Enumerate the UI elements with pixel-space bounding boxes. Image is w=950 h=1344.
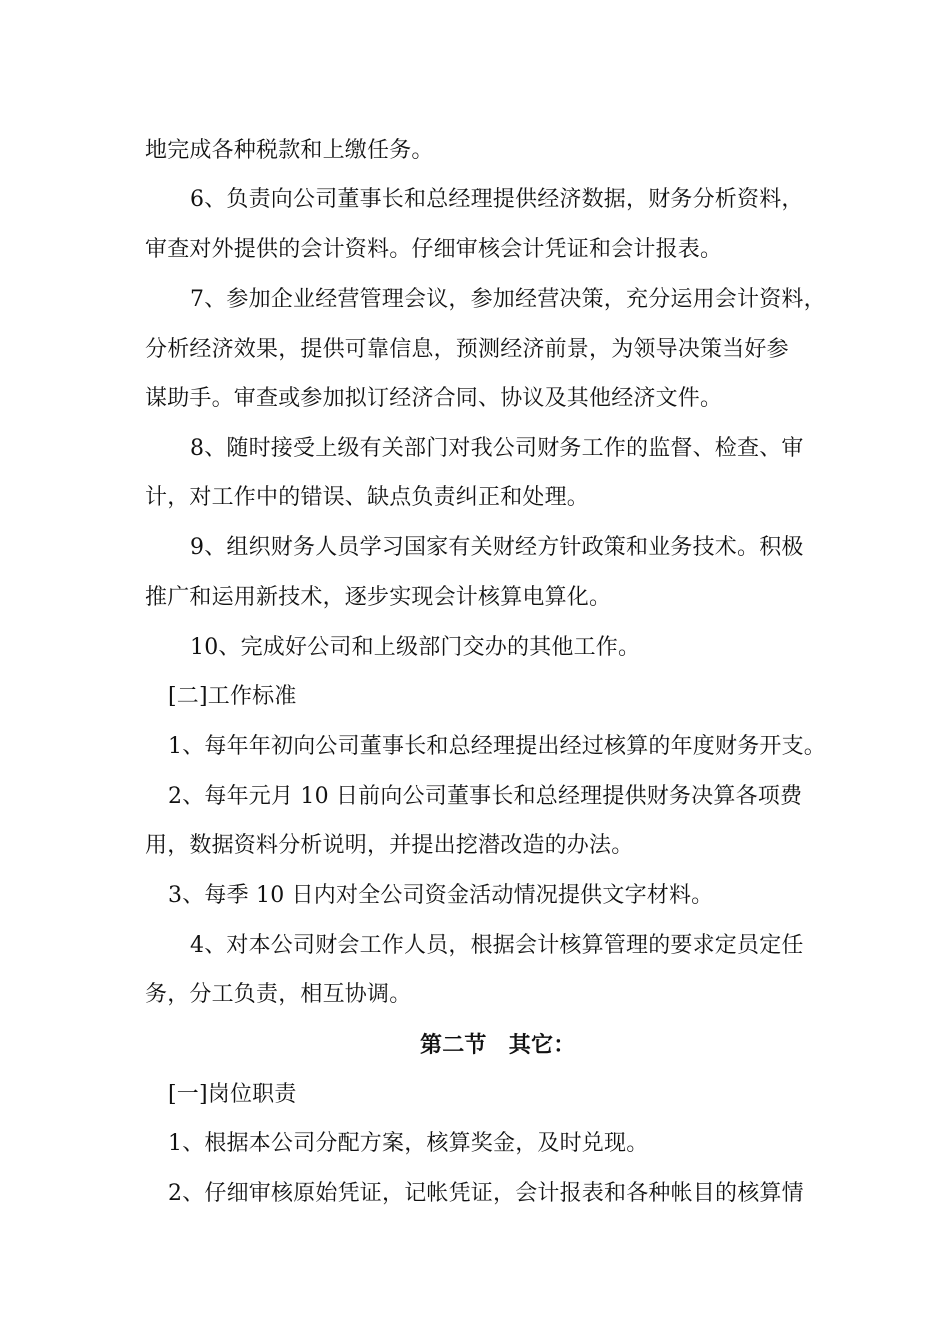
text-line-16: 3、每季 10 日内对全公司资金活动情况提供文字材料。 — [168, 883, 714, 908]
text-line-11: 10、完成好公司和上级部门交办的其他工作。 — [190, 635, 641, 660]
text-line-10: 推广和运用新技术，逐步实现会计核算电算化。 — [145, 585, 612, 610]
text-line-2: 6、负责向公司董事长和总经理提供经济数据，财务分析资料， — [190, 187, 804, 212]
text-line-7: 8、随时接受上级有关部门对我公司财务工作的监督、检查、审 — [190, 436, 804, 461]
text-line-9: 9、组织财务人员学习国家有关财经方针政策和业务技术。积极 — [190, 535, 804, 560]
text-line-13: 1、每年年初向公司董事长和总经理提出经过核算的年度财务开支。 — [168, 734, 826, 759]
text-line-5: 分析经济效果，提供可靠信息，预测经济前景，为领导决策当好参 — [145, 337, 789, 362]
text-line-22: 2、仔细审核原始凭证，记帐凭证，会计报表和各种帐目的核算情 — [168, 1181, 804, 1206]
section-label-work-standards: [二]工作标准 — [168, 684, 297, 709]
text-line-21: 1、根据本公司分配方案，核算奖金，及时兑现。 — [168, 1131, 649, 1156]
text-line-8: 计，对工作中的错误、缺点负责纠正和处理。 — [145, 485, 590, 510]
text-line-4: 7、参加企业经营管理会议，参加经营决策，充分运用会计资料， — [190, 287, 826, 312]
text-line-3: 审查对外提供的会计资料。仔细审核会计凭证和会计报表。 — [145, 237, 723, 262]
section-heading: 第二节 其它： — [420, 1032, 576, 1058]
text-line-18: 务，分工负责，相互协调。 — [145, 982, 412, 1007]
section-label-job-duties: [一]岗位职责 — [168, 1082, 297, 1107]
text-line-6: 谋助手。审查或参加拟订经济合同、协议及其他经济文件。 — [145, 386, 723, 411]
text-line-14: 2、每年元月 10 日前向公司董事长和总经理提供财务决算各项费 — [168, 784, 803, 809]
text-line-1: 地完成各种税款和上缴任务。 — [145, 138, 434, 163]
text-line-17: 4、对本公司财会工作人员，根据会计核算管理的要求定员定任 — [190, 933, 804, 958]
text-line-15: 用，数据资料分析说明，并提出挖潜改造的办法。 — [145, 833, 634, 858]
